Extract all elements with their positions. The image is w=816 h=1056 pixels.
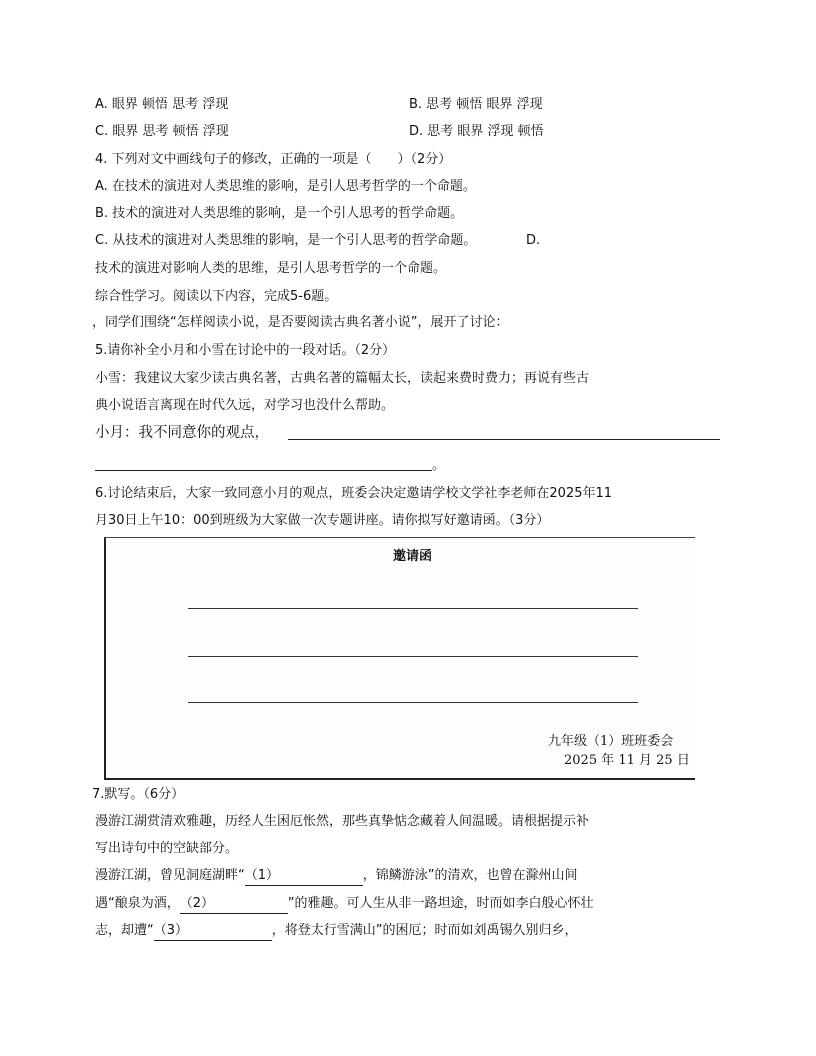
- q6-stem-line-1: 6.讨论结束后，大家一致同意小月的观点，班委会决定邀请学校文学社李老师在2025年11: [95, 486, 613, 501]
- blank-1[interactable]: [245, 867, 363, 886]
- q7-line-1: [95, 867, 578, 886]
- xiaoxue-line-1: 小雪：我建议大家少读古典名著，古典名著的篇幅太长，读起来费时费力；再说有些古: [95, 371, 590, 386]
- option-b: B. 思考 顿悟 眼界 浮现: [409, 97, 543, 112]
- q4-option-c: C. 从技术的演进对人类思维的影响，是一个引人思考的哲学命题。: [95, 233, 477, 248]
- blank-2-label: （2）: [179, 896, 215, 911]
- q7-line-2-before: 遇“酿泉为酒，: [95, 896, 180, 911]
- option-c: C. 眼界 思考 顿悟 浮现: [95, 124, 229, 139]
- q7-intro-line-1: 漫游江湖赏清欢雅趣，历经人生困厄怅然，那些真挚惦念藏着人间温暖。请根据提示补: [95, 814, 590, 829]
- xiaoxue-line-2: 典小说语言离现在时代久远，对学习也没什么帮助。: [95, 398, 395, 413]
- comprehensive-intro: 综合性学习。阅读以下内容，完成5-6题。: [95, 289, 338, 304]
- q7-line-3: [95, 922, 578, 941]
- q4-option-a: A. 在技术的演进对人类思维的影响，是引人思考哲学的一个命题。: [95, 179, 476, 194]
- q4-option-b: B. 技术的演进对人类思维的影响，是一个引人思考的哲学命题。: [95, 206, 464, 221]
- option-d: D. 思考 眼界 浮现 顿悟: [409, 124, 544, 139]
- blank-3-label: （3）: [153, 923, 189, 938]
- answer-end-mark: 。: [432, 458, 446, 473]
- letter-line-2[interactable]: [188, 656, 638, 657]
- letter-signature: 九年级（1）班班委会: [548, 734, 674, 749]
- q4-option-d-label: D.: [526, 233, 541, 248]
- xiaoyue-prefix: 小月：我不同意你的观点，: [95, 425, 269, 441]
- q7-line-3-after: ，将登太行雪满山”的困厄；时而如刘禹锡久别归乡，: [271, 923, 578, 938]
- q7-line-1-after: ，锦鳞游泳”的清欢，也曾在滁州山间: [362, 868, 578, 883]
- q7-line-2: [95, 895, 594, 914]
- blank-2[interactable]: [180, 895, 288, 914]
- blank-1-label: （1）: [244, 868, 280, 883]
- answer-blank-line-1[interactable]: [288, 439, 720, 440]
- q5-stem: 5.请你补全小月和小雪在讨论中的一段对话。（2分）: [95, 343, 396, 358]
- q7-intro-line-2: 写出诗句中的空缺部分。: [95, 841, 239, 856]
- q7-stem: 7.默写。（6分）: [92, 787, 185, 802]
- answer-blank-line-2[interactable]: [95, 470, 432, 471]
- blank-3[interactable]: [154, 922, 272, 941]
- q7-line-2-after: ”的雅趣。可人生从非一路坦途，时而如李白般心怀壮: [287, 896, 594, 911]
- q4-option-d-text: 技术的演进对影响人类的思维，是引人思考哲学的一个命题。: [95, 261, 447, 276]
- letter-line-3[interactable]: [188, 702, 638, 703]
- letter-line-1[interactable]: [188, 608, 638, 609]
- option-a: A. 眼界 顿悟 思考 浮现: [95, 97, 229, 112]
- invitation-letter-box: [104, 537, 695, 780]
- q4-stem: 4. 下列对文中画线句子的修改，正确的一项是（ ）（2分）: [95, 152, 452, 167]
- q7-line-3-before: 志，却遭“: [95, 923, 154, 938]
- q6-stem-line-2: 月30日上午10：00到班级为大家做一次专题讲座。请你拟写好邀请函。（3分）: [95, 513, 550, 528]
- letter-date: 2025 年 11 月 25 日: [564, 753, 690, 768]
- comprehensive-context: ，同学们围绕“怎样阅读小说，是否要阅读古典名著小说”，展开了讨论：: [92, 315, 509, 330]
- letter-title: 邀请函: [393, 549, 433, 564]
- q7-line-1-before: 漫游江湖，曾见洞庭湖畔“: [95, 868, 245, 883]
